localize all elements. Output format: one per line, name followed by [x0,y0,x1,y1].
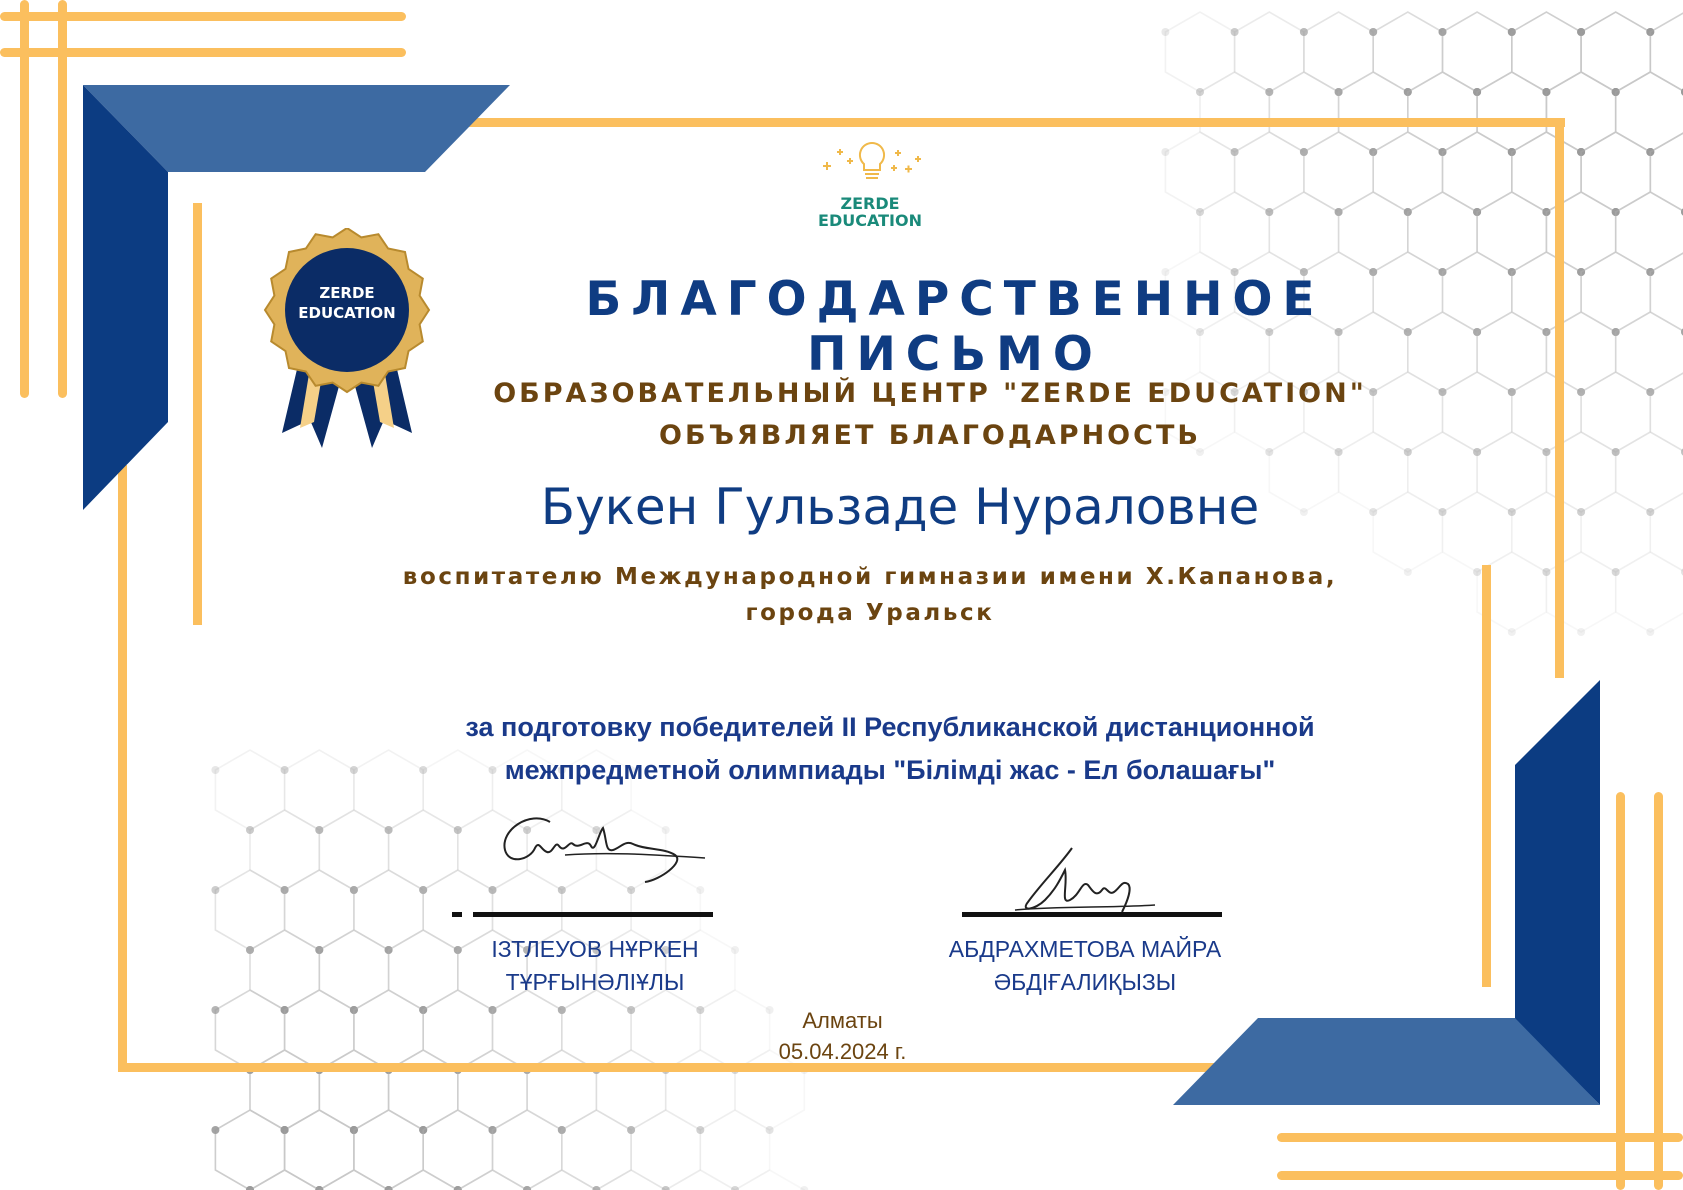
certificate-title: БЛАГОДАРСТВЕННОЕ ПИСЬМО [585,272,1325,382]
signer-left-name-line-2: ТҰРҒЫНӘЛІҰЛЫ [505,969,685,995]
position-line-2: города Уральск [745,600,995,626]
reason-line-1: за подготовку победителей II Республиканской дистанционной [465,712,1315,742]
subtitle-line-1: ОБРАЗОВАТЕЛЬНЫЙ ЦЕНТР "ZERDE EDUCATION" [493,378,1367,409]
signer-right-name-line-1: АБДРАХМЕТОВА МАЙРА [948,936,1222,962]
signature-line-left-dot [452,912,462,917]
signer-right-name-line-2: ӘБДІҒАЛИҚЫЗЫ [993,969,1177,995]
signer-left-name-line-1: ІЗТЛЕУОВ НҰРКЕН [491,936,699,962]
award-badge-icon [262,228,432,448]
reason-line-2: межпредметной олимпиады "Білімді жас - Ел болашағы" [504,755,1276,785]
city: Алматы [802,1008,883,1033]
signature-line-right [962,912,1222,917]
issue-date: 05.04.2024 г. [778,1039,907,1064]
recipient-name: Букен Гульзаде Нураловне [540,478,1260,536]
subtitle-line-2: ОБЪЯВЛЯЕТ БЛАГОДАРНОСТЬ [659,420,1201,451]
signature-left-icon [495,810,715,895]
logo-text: ZERDE EDUCATION [818,194,922,230]
lightbulb-logo-icon [815,138,930,193]
signature-line-left [473,912,713,917]
position-line-1: воспитателю Международной гимназии имени Х.Капанова, [402,564,1338,590]
svg-text:EDUCATION: EDUCATION [298,304,396,322]
svg-text:ZERDE: ZERDE [319,284,375,302]
signature-right-icon [1010,840,1160,920]
